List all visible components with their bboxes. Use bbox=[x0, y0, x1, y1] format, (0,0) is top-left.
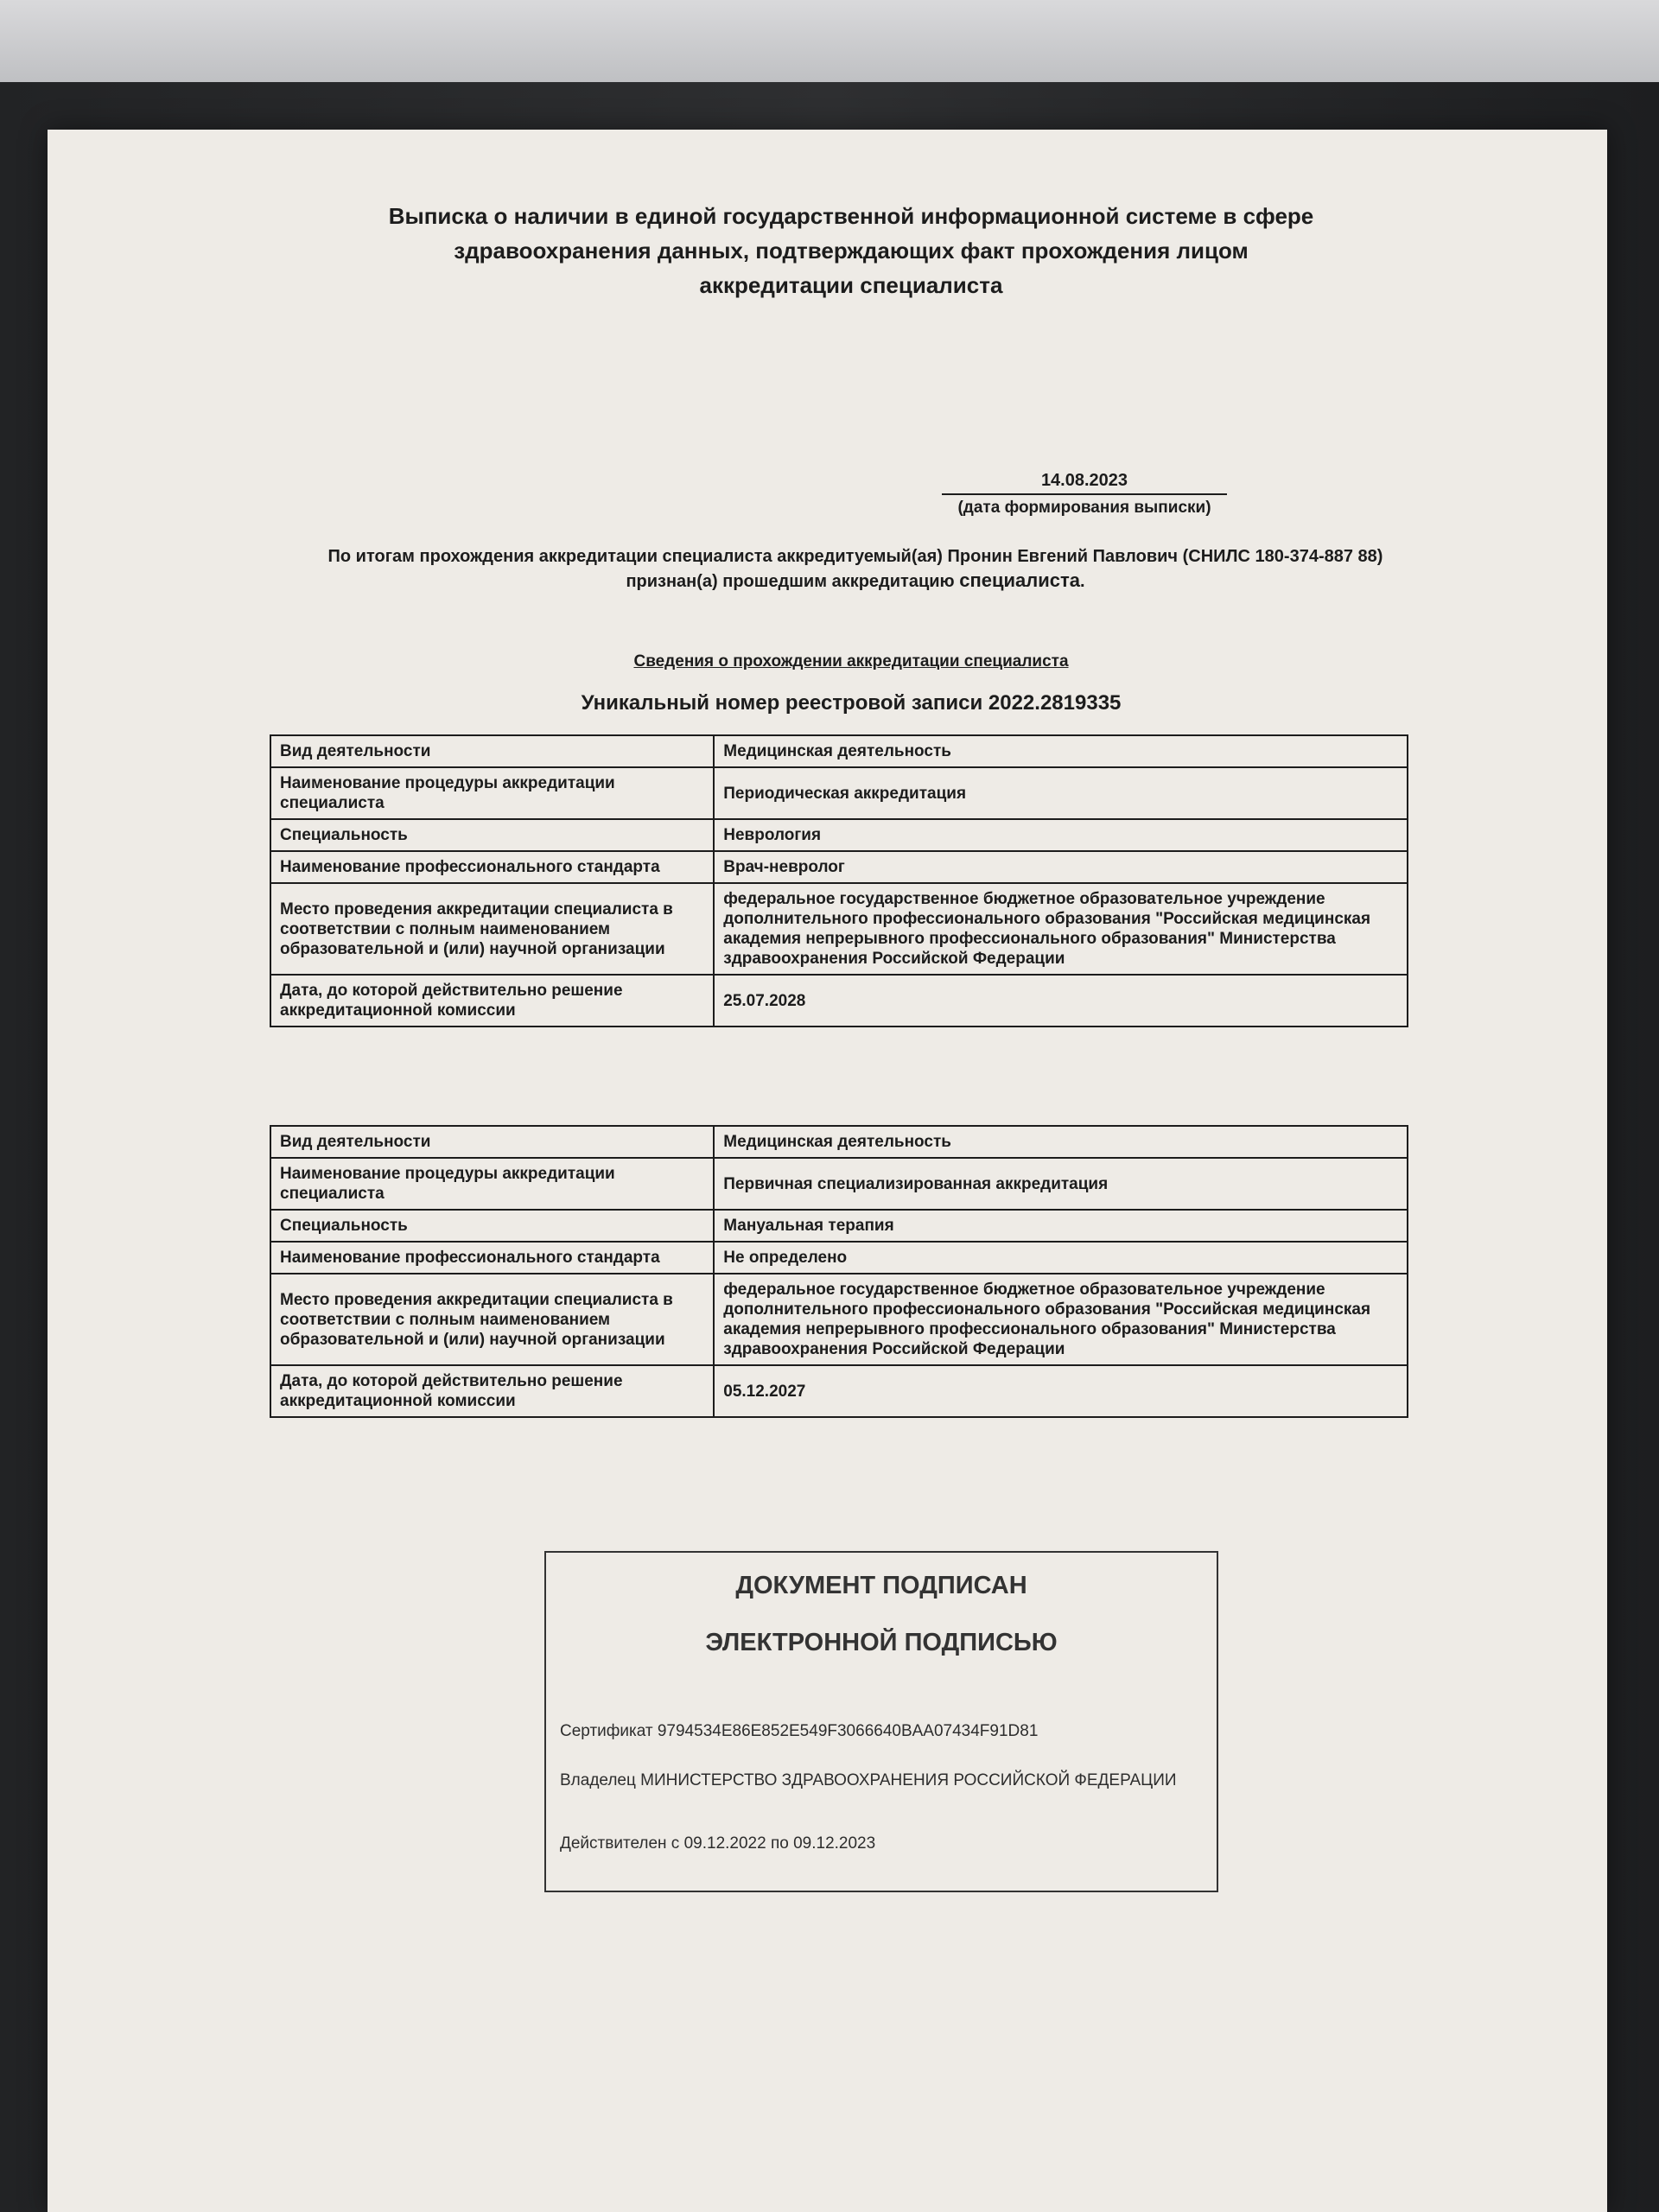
row-label: Дата, до которой действительно решение аккредитационной комиссии bbox=[270, 1365, 714, 1417]
table-row bbox=[270, 767, 1408, 819]
table-row bbox=[270, 1210, 1408, 1242]
issue-date-block bbox=[942, 471, 1227, 518]
row-label: Место проведения аккредитации специалиста в соответствии с полным наименованием образовательной и (или) научной организации bbox=[270, 883, 714, 975]
intro-emphasis: специалиста bbox=[959, 569, 1080, 591]
background-top-surface bbox=[0, 0, 1659, 82]
table-row bbox=[270, 735, 1408, 767]
row-label: Вид деятельности bbox=[270, 735, 714, 767]
stamp-heading-line2: ЭЛЕКТРОННОЙ ПОДПИСЬЮ bbox=[705, 1629, 1058, 1656]
row-value: Не определено bbox=[714, 1242, 1408, 1274]
table-row bbox=[270, 1126, 1408, 1158]
row-value: федеральное государственное бюджетное образовательное учреждение дополнительного профессионального образования "Российская медицинская академия непрерывного профессионального образования" Министерства здравоохранения Российской Федерации bbox=[714, 883, 1408, 975]
row-value: федеральное государственное бюджетное образовательное учреждение дополнительного профессионального образования "Российская медицинская академия непрерывного профессионального образования" Министерства здравоохранения Российской Федерации bbox=[714, 1274, 1408, 1365]
electronic-signature-stamp bbox=[544, 1551, 1218, 1892]
row-value: Периодическая аккредитация bbox=[714, 767, 1408, 819]
row-label: Дата, до которой действительно решение аккредитационной комиссии bbox=[270, 975, 714, 1027]
table-row bbox=[270, 1242, 1408, 1274]
table-row bbox=[270, 819, 1408, 851]
issue-date-caption: (дата формирования выписки) bbox=[957, 499, 1211, 517]
issue-date: 14.08.2023 bbox=[942, 471, 1227, 495]
row-label: Наименование процедуры аккредитации специалиста bbox=[270, 1158, 714, 1210]
row-label: Наименование профессионального стандарта bbox=[270, 1242, 714, 1274]
registry-number: 2022.2819335 bbox=[988, 691, 1122, 715]
row-value: Мануальная терапия bbox=[714, 1210, 1408, 1242]
table-row bbox=[270, 1274, 1408, 1365]
section-heading: Сведения о прохождении аккредитации специалиста bbox=[633, 652, 1069, 671]
row-label: Специальность bbox=[270, 1210, 714, 1242]
stamp-owner: Владелец МИНИСТЕРСТВО ЗДРАВООХРАНЕНИЯ РОССИЙСКОЙ ФЕДЕРАЦИИ bbox=[560, 1771, 1177, 1789]
row-value: Первичная специализированная аккредитация bbox=[714, 1158, 1408, 1210]
row-value: Медицинская деятельность bbox=[714, 735, 1408, 767]
row-label: Специальность bbox=[270, 819, 714, 851]
table-row bbox=[270, 851, 1408, 883]
registry-line bbox=[449, 691, 1253, 715]
row-value: 05.12.2027 bbox=[714, 1365, 1408, 1417]
intro-end: . bbox=[1080, 572, 1085, 591]
accreditation-table-primary-specialized bbox=[270, 1125, 1408, 1418]
intro-paragraph bbox=[311, 544, 1400, 594]
table-row bbox=[270, 1158, 1408, 1210]
stamp-heading-line1: ДОКУМЕНТ ПОДПИСАН bbox=[735, 1572, 1027, 1599]
row-label: Наименование профессионального стандарта bbox=[270, 851, 714, 883]
row-label: Место проведения аккредитации специалиста в соответствии с полным наименованием образовательной и (или) научной организации bbox=[270, 1274, 714, 1365]
row-value: Медицинская деятельность bbox=[714, 1126, 1408, 1158]
row-value: Неврология bbox=[714, 819, 1408, 851]
row-value: 25.07.2028 bbox=[714, 975, 1408, 1027]
accreditation-table-periodic bbox=[270, 734, 1408, 1027]
stamp-certificate: Сертификат 9794534E86E852E549F3066640BAA07434F91D81 bbox=[560, 1722, 1039, 1740]
document-title: Выписка о наличии в единой государственной информационной системе в сфере здравоохранения данных, подтверждающих факт прохождения лицом аккредитации специалиста bbox=[388, 203, 1314, 298]
table-row bbox=[270, 883, 1408, 975]
registry-label: Уникальный номер реестровой записи bbox=[581, 691, 983, 715]
intro-text: По итогам прохождения аккредитации специалиста аккредитуемый(ая) Пронин Евгений Павлович (СНИЛС 180-374-887 88) признан(а) прошедшим аккредитацию bbox=[327, 547, 1383, 591]
row-label: Наименование процедуры аккредитации специалиста bbox=[270, 767, 714, 819]
table-row bbox=[270, 975, 1408, 1027]
stamp-validity: Действителен с 09.12.2022 по 09.12.2023 bbox=[560, 1834, 876, 1853]
table-row bbox=[270, 1365, 1408, 1417]
row-label: Вид деятельности bbox=[270, 1126, 714, 1158]
row-value: Врач-невролог bbox=[714, 851, 1408, 883]
